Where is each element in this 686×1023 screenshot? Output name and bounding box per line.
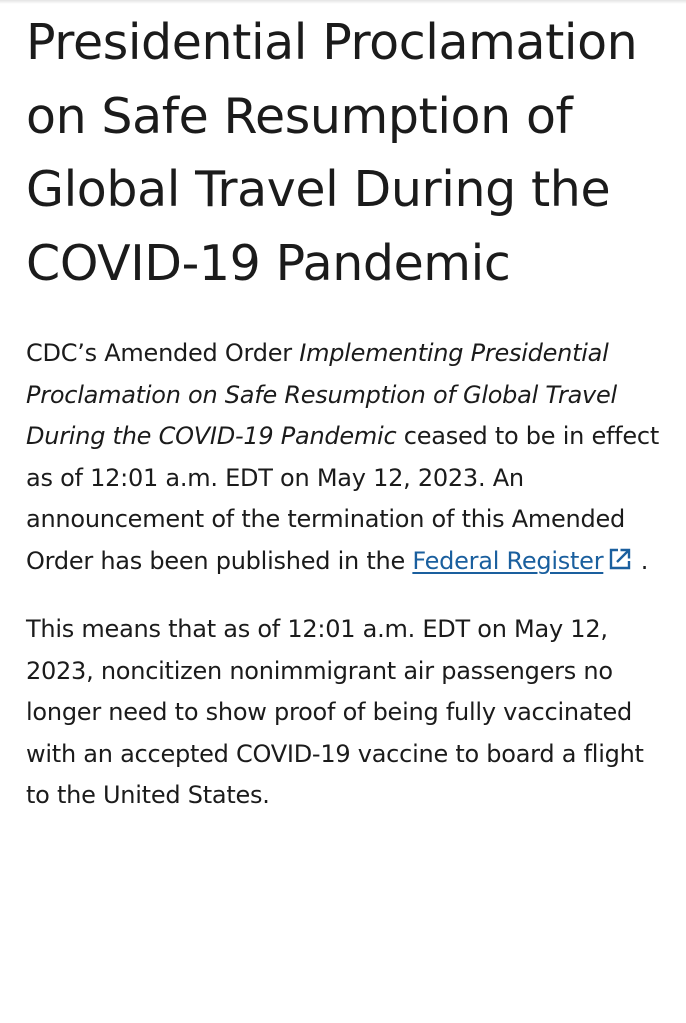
main-content <box>26 6 666 817</box>
vaccine-requirement-paragraph: This means that as of 12:01 a.m. EDT on May 12, 2023, noncitizen nonimmigrant air passengers no longer need to show proof of being fully vaccinated with an accepted COVID-19 vaccine to board a flight to the United States. <box>26 615 644 809</box>
federal-register-link-label: Federal Register <box>412 546 604 575</box>
order-name-text: Implementing Presidential Proclamation on Safe Resumption of Global Travel During the COVID-19 Pandemic <box>26 339 617 450</box>
order-intro-text: CDC’s Amended Order <box>26 339 300 367</box>
external-link-icon[interactable] <box>607 544 633 570</box>
federal-register-link[interactable] <box>412 547 603 575</box>
top-shadow-bar <box>0 0 686 4</box>
page-title: Presidential Proclamation on Safe Resumption of Global Travel During the COVID-19 Pandemic <box>26 14 638 292</box>
order-body-text: ceased to be in effect as of 12:01 a.m. EDT on May 12, 2023. An announcement of the termination of this Amended Order has been published in the <box>26 422 659 575</box>
order-end-punctuation: . <box>640 546 649 575</box>
order-paragraph <box>26 333 666 582</box>
